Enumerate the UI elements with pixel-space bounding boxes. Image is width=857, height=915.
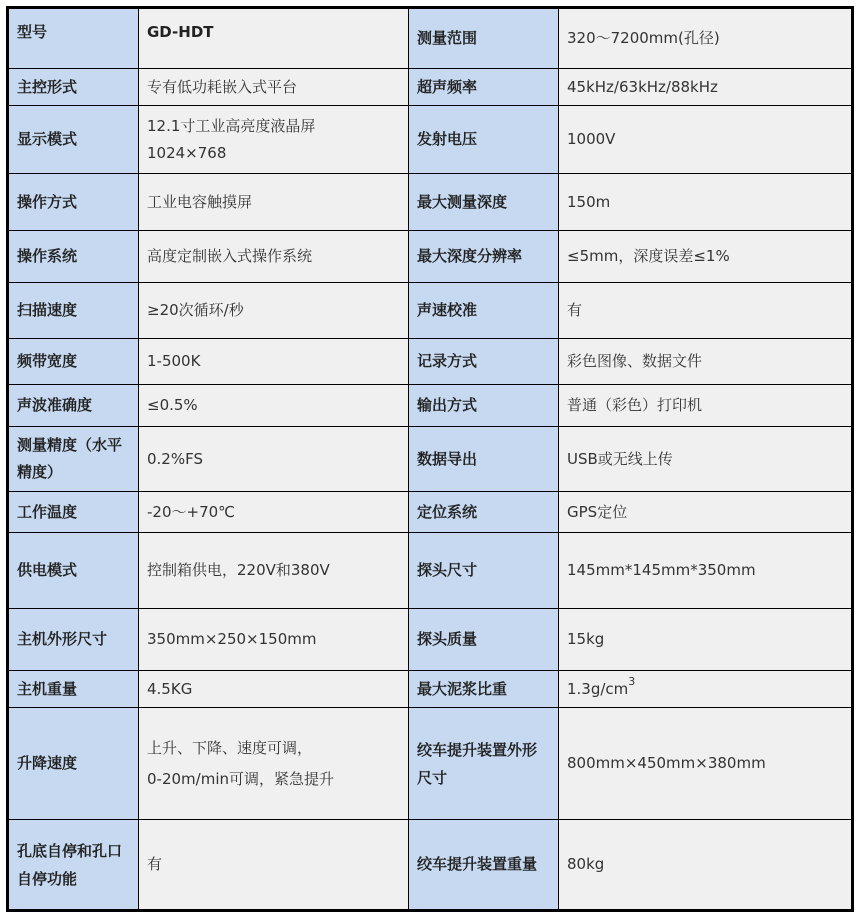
spec-label-measurement-precision [8, 427, 139, 492]
table-row [8, 8, 853, 69]
table-row [8, 106, 853, 174]
winch-dimensions-label-line-1: 绞车提升装置外形 [417, 740, 538, 759]
spec-table [6, 6, 854, 912]
spec-label-winch-weight: 绞车提升装置重量 [409, 820, 559, 911]
precision-label-line-2: 精度） [17, 463, 63, 481]
spec-label-host-weight: 主机重量 [8, 671, 139, 708]
spec-label-bandwidth: 频带宽度 [8, 339, 139, 385]
spec-value-sound-speed-calibration: 有 [559, 283, 853, 339]
spec-value-ultrasonic-frequency: 45kHz/63kHz/88kHz [559, 69, 853, 106]
table-row [8, 385, 853, 427]
spec-label-operation-method: 操作方式 [8, 174, 139, 231]
spec-label-auto-stop [8, 820, 139, 911]
spec-value-transmit-voltage: 1000V [559, 106, 853, 174]
spec-value-control-type: 专有低功耗嵌入式平台 [139, 69, 409, 106]
spec-label-max-mud-density: 最大泥浆比重 [409, 671, 559, 708]
spec-label-measure-range: 测量范围 [409, 8, 559, 69]
spec-label-control-type: 主控形式 [8, 69, 139, 106]
spec-value-measurement-precision: 0.2%FS [139, 427, 409, 492]
spec-value-max-mud-density [559, 671, 853, 708]
spec-value-probe-size: 145mm*145mm*350mm [559, 533, 853, 609]
table-row [8, 533, 853, 609]
spec-value-auto-stop: 有 [139, 820, 409, 911]
table-row [8, 708, 853, 820]
spec-value-scan-speed: ≥20次循环/秒 [139, 283, 409, 339]
spec-value-data-export: USB或无线上传 [559, 427, 853, 492]
spec-value-operating-system: 高度定制嵌入式操作系统 [139, 231, 409, 283]
spec-label-model: 型号 [8, 8, 139, 69]
spec-value-output-method: 普通（彩色）打印机 [559, 385, 853, 427]
table-row [8, 69, 853, 106]
spec-label-transmit-voltage: 发射电压 [409, 106, 559, 174]
spec-value-model: GD-HDT [139, 8, 409, 69]
table-row [8, 283, 853, 339]
spec-value-acoustic-accuracy: ≤0.5% [139, 385, 409, 427]
spec-label-acoustic-accuracy: 声波准确度 [8, 385, 139, 427]
table-row [8, 492, 853, 533]
spec-value-probe-mass: 15kg [559, 609, 853, 671]
table-row [8, 339, 853, 385]
spec-value-depth-resolution: ≤5mm，深度误差≤1% [559, 231, 853, 283]
auto-stop-label-line-2: 自停功能 [17, 869, 78, 888]
auto-stop-label-line-1: 孔底自停和孔口 [17, 841, 123, 860]
table-row [8, 671, 853, 708]
spec-value-display-mode [139, 106, 409, 174]
lift-speed-line-2: 0-20m/min可调，紧急提升 [147, 769, 334, 788]
table-row [8, 820, 853, 911]
spec-value-bandwidth: 1-500K [139, 339, 409, 385]
mud-density-value: 1.3g/cm [567, 679, 629, 698]
spec-label-power-mode: 供电模式 [8, 533, 139, 609]
spec-label-depth-resolution: 最大深度分辨率 [409, 231, 559, 283]
spec-value-measure-range: 320～7200mm(孔径) [559, 8, 853, 69]
spec-label-ultrasonic-frequency: 超声频率 [409, 69, 559, 106]
display-mode-line-2: 1024×768 [147, 143, 227, 162]
spec-label-positioning-system: 定位系统 [409, 492, 559, 533]
spec-label-operating-temperature: 工作温度 [8, 492, 139, 533]
spec-label-max-depth: 最大测量深度 [409, 174, 559, 231]
spec-label-operating-system: 操作系统 [8, 231, 139, 283]
precision-label-line-1: 测量精度（水平 [17, 436, 123, 454]
spec-value-operation-method: 工业电容触摸屏 [139, 174, 409, 231]
spec-value-host-weight: 4.5KG [139, 671, 409, 708]
mud-density-exponent: 3 [628, 674, 636, 688]
spec-label-sound-speed-calibration: 声速校准 [409, 283, 559, 339]
spec-label-lift-speed: 升降速度 [8, 708, 139, 820]
lift-speed-line-1: 上升、下降、速度可调， [147, 738, 313, 757]
spec-value-host-dimensions: 350mm×250×150mm [139, 609, 409, 671]
table-row [8, 231, 853, 283]
spec-value-positioning-system: GPS定位 [559, 492, 853, 533]
table-row [8, 174, 853, 231]
winch-dimensions-label-line-2: 尺寸 [417, 768, 448, 787]
table-row [8, 427, 853, 492]
spec-label-scan-speed: 扫描速度 [8, 283, 139, 339]
spec-value-winch-weight: 80kg [559, 820, 853, 911]
table-row [8, 609, 853, 671]
spec-label-probe-mass: 探头质量 [409, 609, 559, 671]
spec-label-output-method: 输出方式 [409, 385, 559, 427]
spec-value-record-method: 彩色图像、数据文件 [559, 339, 853, 385]
spec-label-data-export: 数据导出 [409, 427, 559, 492]
spec-label-host-dimensions: 主机外形尺寸 [8, 609, 139, 671]
spec-label-record-method: 记录方式 [409, 339, 559, 385]
spec-label-probe-size: 探头尺寸 [409, 533, 559, 609]
spec-value-winch-dimensions: 800mm×450mm×380mm [559, 708, 853, 820]
spec-label-winch-dimensions [409, 708, 559, 820]
spec-value-operating-temperature: -20～+70℃ [139, 492, 409, 533]
spec-label-display-mode: 显示模式 [8, 106, 139, 174]
display-mode-line-1: 12.1寸工业高亮度液晶屏 [147, 116, 316, 135]
spec-value-lift-speed [139, 708, 409, 820]
spec-value-max-depth: 150m [559, 174, 853, 231]
spec-value-power-mode: 控制箱供电，220V和380V [139, 533, 409, 609]
